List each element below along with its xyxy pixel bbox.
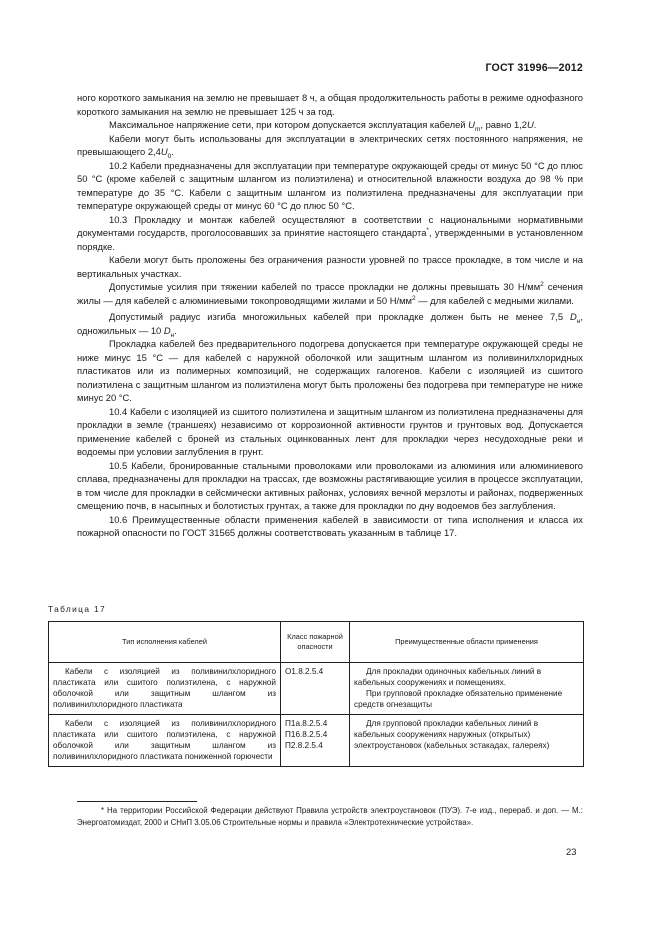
body-text: [77, 91, 583, 540]
paragraph: Допустимые усилия при тяжении кабелей по трассе прокладки не должны превышать 30 $Н/мм^2$ сечения жилы — для кабелей с алюминиевыми токопроводящими жилами и 50 $Н/мм^2$ — для кабелей с медными жилами.: [77, 280, 583, 306]
table-row: [49, 715, 584, 767]
paragraph: ного короткого замыкания на землю не превышает 8 ч, а общая продолжительность работы в режиме однофазного короткого замыкания на землю не превышает 125 ч за год.: [77, 92, 583, 117]
cable-type-cell: Кабели с изоляцией из поливинилхлоридного пластиката или сшитого полиэтилена, с наружной оболочкой или защитным шлангом из поливинилхлоридного пластиката: [49, 663, 281, 715]
paragraph: Допустимый радиус изгиба многожильных кабелей при прокладке должен быть не менее 7,5 $D_н$, одножильных — 10 $D_н$.: [77, 311, 583, 339]
paragraph: 10.6 Преимущественные области применения кабелей в зависимости от типа исполнения и класса их пожарной опасности по ГОСТ 31565 должны соответствовать указанным в таблице 17.: [77, 513, 583, 538]
column-header: Тип исполнения кабелей: [49, 622, 281, 663]
document-code: ГОСТ 31996—2012: [485, 62, 583, 74]
application-cell: Для групповой прокладки кабельных линий в кабельных сооружениях наружных (открытых) электроустановок (кабельных эстакадах, галереях): [350, 715, 584, 767]
paragraph: Прокладка кабелей без предварительного подогрева допускается при температуре окружающей среды не ниже минус 15 °С — для кабелей с наружной оболочкой или защитным шлангом из поливинилхлоридных пластикатов или из полимерных композиций, не содержащих галогенов. Кабели с изоляцией из сшитого полиэтилена с защитным шлангом из полиэтилена могут быть проложены без подогрева при температуре не ниже минус 20 °С.: [77, 338, 583, 403]
paragraph: 10.5 Кабели, бронированные стальными проволоками или проволоками из алюминия или алюминиевого сплава, предназначены для прокладки на трассах, где возможны растягивающие усилия в процессе эксплуатации, в том числе для прокладки в сейсмически активных районах, условиях вечной мерзлоты и районах, подверженных смещению почв, в насыпных и болотистых грунтах, а также для прокладки по дну водоемов без заглубления.: [77, 459, 583, 511]
column-header: Класс пожарной опасности: [281, 622, 350, 663]
paragraph: Максимальное напряжение сети, при котором допускается эксплуатация кабелей $U_m$, равно 1,2U.: [109, 119, 537, 133]
footnote-divider: [77, 801, 197, 802]
fire-class-cell: П1а.8.2.5.4 П16.8.2.5.4 П2.8.2.5.4: [281, 715, 350, 767]
paragraph: 10.3 Прокладку и монтаж кабелей осуществляют в соответствии с национальными нормативными документами государств, проголосовавших за принятие настоящего стандарта*, утвержденными в установленном порядке.: [77, 213, 583, 252]
cable-type-cell: Кабели с изоляцией из поливинилхлоридного пластиката или сшитого полиэтилена, с наружной оболочкой или защитным шлангом из поливинилхлоридного пластиката пониженной горючести: [49, 715, 281, 767]
fire-class-cell: О1.8.2.5.4: [281, 663, 350, 715]
paragraph: Кабели могут быть использованы для эксплуатации в электрических сетях постоянного напряжения, не превышающего $2,4U_0$.: [77, 132, 583, 160]
page-number: 23: [566, 846, 577, 857]
column-header: Преимущественные области применения: [350, 622, 584, 663]
paragraph: Кабели могут быть проложены без ограничения разности уровней по трассе прокладке, в том числе и на вертикальных участках.: [77, 254, 583, 279]
application-cell: Для прокладки одиночных кабельных линий в кабельных сооружениях и помещениях. При групповой прокладке обязательно применение средств огнезащиты: [350, 663, 584, 715]
footnote: * На территории Российской Федерации действуют Правила устройств электроустановок (ПУЭ). 7-е изд., перераб. и доп. — М.: Энергоатомиздат, 2000 и СНиП 3.05.06 Строительные нормы и правила «Электротехнические устройства».: [77, 806, 583, 827]
table-header-row: [49, 622, 584, 663]
paragraph: 10.4 Кабели с изоляцией из сшитого полиэтилена и защитным шлангом из полиэтилена предназначены для прокладки в земле (траншеях) независимо от коррозионной активности грунтов и грунтовых вод. Допускается применение кабелей с броней из стальных оцинкованных лент для прокладки через несудоходные реки и водоемы при условии заглубления в грунт.: [77, 405, 583, 457]
table-row: [49, 663, 584, 715]
footnote-marker: *: [426, 226, 429, 234]
table-caption: Таблица 17: [48, 604, 107, 614]
paragraph: 10.2 Кабели предназначены для эксплуатации при температуре окружающей среды от минус 50 °С до плюс 50 °С (кроме кабелей с защитным шлангом из полиэтилена) и относительной влажности воздуха до 98 % при температуре до 35 °С. Кабели с защитным шлангом из полиэтилена предназначены для эксплуатации при температуре окружающей среды от минус 60 °С до плюс 50 °С.: [77, 159, 583, 211]
table-17: [48, 621, 584, 767]
